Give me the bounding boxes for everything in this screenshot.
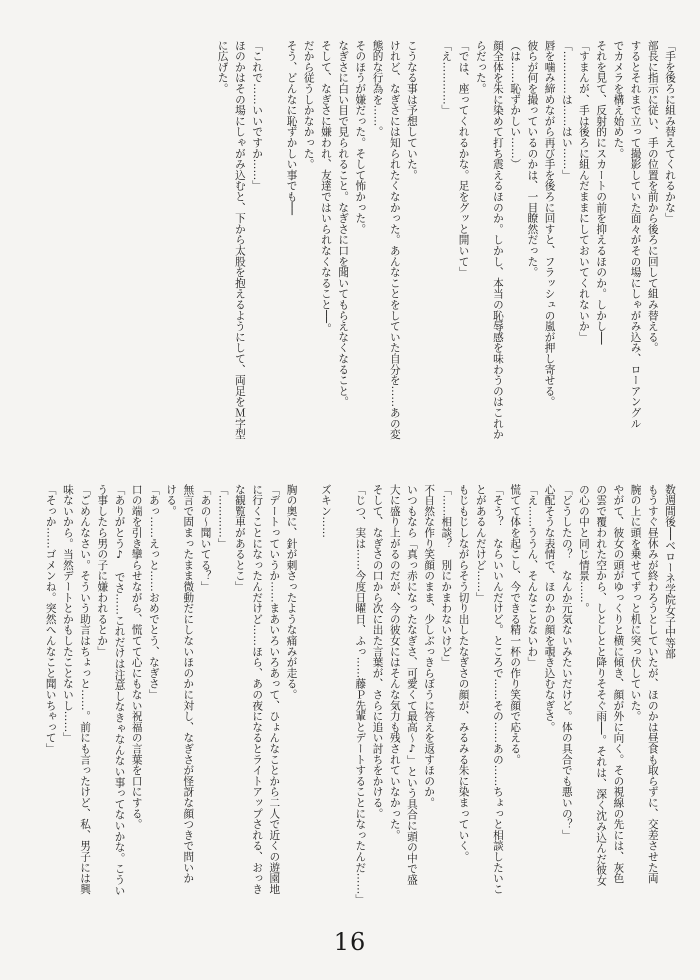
- page-number: 16: [333, 928, 367, 956]
- text-line: 味ないから。当然デートとかもしたことないし……」: [61, 484, 74, 744]
- text-line: 「これで……いいですか……」: [251, 40, 264, 192]
- text-line: 数週間後──ベローネ学院女子中等部: [664, 484, 676, 660]
- text-line: 心配そうな表情で、ほのかの顔を覗き込むなぎさ。: [543, 484, 556, 733]
- text-line: の心の中と同じ情景……。: [577, 484, 590, 614]
- text-line: 「デートっていうか……まあいろいろあって、ひょんなことから二人で近くの遊園地: [268, 484, 281, 895]
- text-line: こうなる事は予想していた。: [405, 40, 418, 181]
- text-line: 「え……ううん、そんなことないわ」: [526, 484, 539, 668]
- text-line: 不自然な作り笑顔のまま、少しぶっきらぼうに答えを返すほのか。: [423, 484, 436, 808]
- text-line: 彼らが何を撮っているのかは、一目瞭然だった。: [526, 40, 539, 278]
- text-line: だから従うしかなかった。: [302, 40, 315, 170]
- text-line: 腕の上に頭を乗せてずっと机に突っ伏していた。: [629, 484, 642, 722]
- text-line: 慌てて体を起こし、今できる精一杯の作り笑顔で応える。: [509, 484, 522, 765]
- text-line: に広げた。: [216, 40, 229, 94]
- text-line: ズキン……: [319, 484, 332, 538]
- text-line: そう、どんなに恥ずかしい事でも──: [285, 40, 298, 216]
- text-line: 大に盛り上がるのだが、今の彼女にはそんな気力も残されていなかった。: [388, 484, 401, 841]
- text-line: そのほうが嫌だった。そして怖かった。: [354, 40, 367, 235]
- bottom-text-block: [44, 484, 678, 906]
- text-line: するとそれまで立って撮影していた面々がその場にしゃがみ込み、ローアングル: [629, 40, 642, 429]
- text-line: 「では、座ってくれるかな。足をグッと開いて」: [457, 40, 470, 278]
- text-line: でカメラを構え始めた。: [612, 40, 625, 159]
- text-line: なぎさに白い目で見られること。なぎさに口を聞いてもらえなくなること。: [337, 40, 350, 408]
- text-line: 「あの～聞いてる？」: [199, 484, 212, 592]
- text-line: ほのかはその場にしゃがみ込むと、下から太股を抱えるようにして、両足をＭ字型: [233, 40, 246, 440]
- text-line: 唇を噛み締めながら再び手を後ろに回すと、フラッシュの嵐が押し寄せる。: [543, 40, 556, 408]
- text-line: う事したら男の子に嫌われるとか」: [96, 484, 109, 657]
- text-line: そして、なぎさの口から次に出た言葉が、さらに追い討ちをかける。: [371, 484, 384, 819]
- text-line: そして、なぎさに嫌われ、友達ではいられなくなること──。: [319, 40, 332, 334]
- text-line: 胸の奥に、針が刺さったような痛みが走る。: [285, 484, 298, 700]
- text-line: いつもなら「真っ赤になったなぎさ、可愛くて最高～♪」という具合に頭の中で盛: [405, 484, 418, 885]
- text-line: 「そっか……ゴメンね。突然へんなこと聞いちゃって」: [44, 484, 57, 754]
- text-line: の雲で覆われた空から、しとしとと降りそそぐ雨──。それは、深く沈み込んだ彼女: [595, 484, 608, 886]
- text-line: 「……相談？ 別にかまわないけど」: [440, 484, 453, 668]
- text-line: 「ごめんなさい。そういう助言はちょっと……。前にも言ったけど、私、男子には興: [79, 484, 92, 895]
- text-line: とがあるんだけど……」: [474, 484, 487, 603]
- text-line: 「え…………」: [440, 40, 453, 116]
- text-line: それを見て、反射的にスカートの前を抑えるほのか。しかし──: [595, 40, 608, 345]
- text-line: な観覧車があるとこ」: [233, 484, 246, 592]
- text-line: 部長に指示に従い、手の位置を前から後ろに回して組み替える。: [646, 40, 659, 354]
- text-line: やがて、彼女の頭がゆっくりと横に傾き、顔が外に向く。その視線の先には、灰色: [612, 484, 625, 884]
- text-line: 「…………は……はい……」: [560, 40, 573, 181]
- text-line: 態的な行為を……。: [371, 40, 384, 138]
- text-line: 口の端を引き攣らせながら、慌てて心にもない祝福の言葉を口にする。: [130, 484, 143, 830]
- text-line: らだった。: [474, 40, 487, 94]
- text-line: 「…………」: [216, 484, 229, 549]
- text-line: 無言で固まったまま微動だにしないほのかに対し、なぎさが怪訝な顔つきで問いか: [182, 484, 195, 884]
- text-line: けれど、なぎさには知られたくなかった。あんなことをしていた自分を……あの変: [388, 40, 401, 440]
- text-line: 「どうしたの？ なんか元気ないみたいだけど。体の具合でも悪いの？」: [560, 484, 573, 841]
- text-line: 「すまんが、手は後ろに組んだままにしておいてくれないか」: [577, 40, 590, 343]
- text-line: もうすぐ昼休みが終わろうとしていたが、ほのかは昼食も取らずに、交差させた両: [646, 484, 659, 884]
- text-line: 「じつ、実は……今度日曜日、ふっ……藤Ｐ先輩とデートすることになったんだ……」: [354, 484, 367, 906]
- text-line: もじもじしながらそう切り出したなぎさの顔が、みるみる朱に染まっていく。: [457, 484, 470, 862]
- text-line: 「手を後ろに組み替えてくれるかな」: [664, 40, 676, 224]
- text-line: に行くことになったんだけど……ほら、あの夜になるとライトアップされる、おっき: [251, 484, 264, 895]
- text-line: 「あっ……えっと……おめでとう、なぎさ」: [147, 484, 160, 700]
- text-line: （は……恥ずかしい……）: [509, 40, 522, 170]
- text-line: 「そう？ ならいいんだけど。ところで……その……あの……ちょっと相談したいこ: [491, 484, 504, 895]
- text-line: 「ありがとう♪ でさ……これだけは注意しなきゃなんない事ってないかな。こうい: [113, 484, 126, 896]
- text-line: ける。: [165, 484, 178, 517]
- top-text-block: [200, 40, 678, 460]
- text-line: 顔全体を朱に染めて打ち震えるほのか。しかし、本当の恥辱感を味わうのはこれか: [491, 40, 504, 440]
